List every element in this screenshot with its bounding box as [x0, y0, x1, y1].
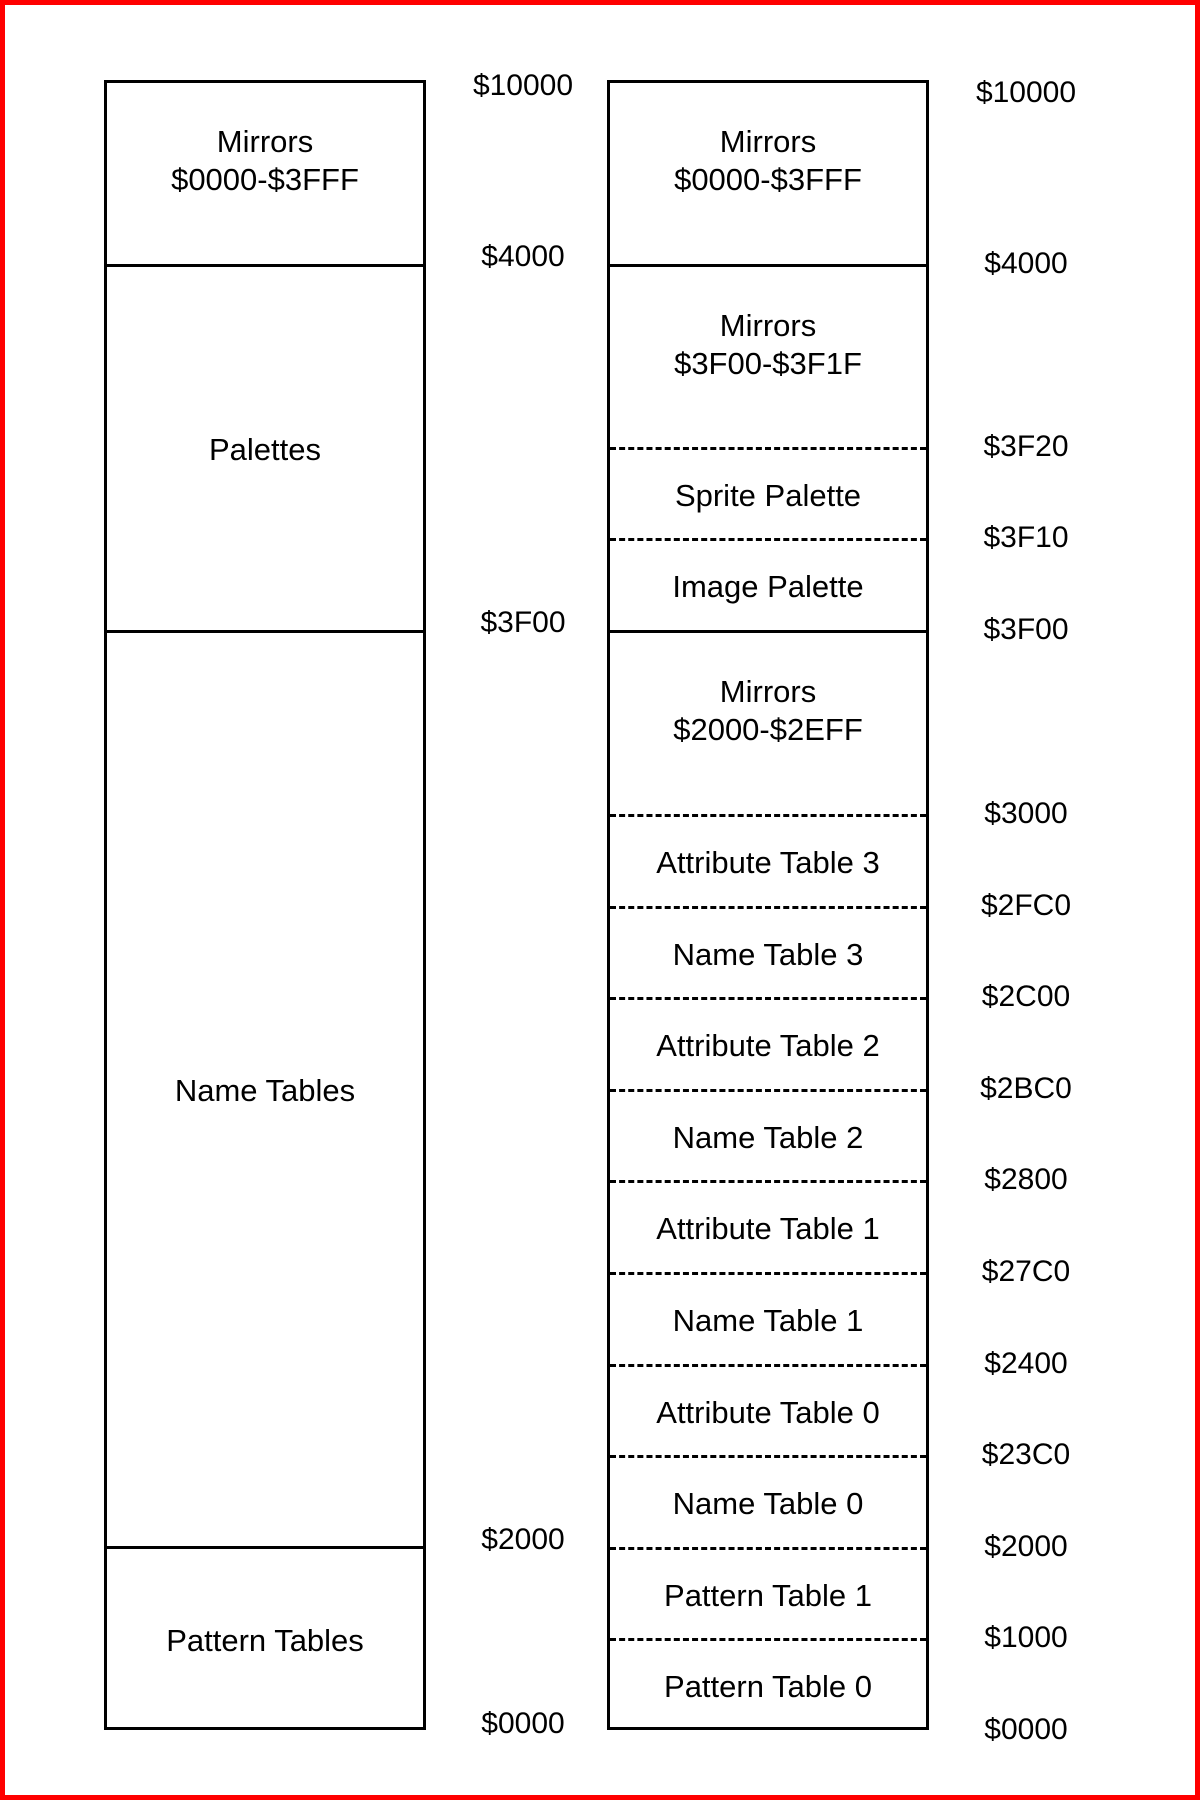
region-label: Name Table 0 — [672, 1486, 864, 1521]
right-address-label: $10000 — [975, 76, 1077, 109]
region-label: Name Table 1 — [672, 1303, 864, 1338]
right-region-7 — [610, 997, 926, 1092]
region-label: Mirrors $3F00-$3F1F — [674, 308, 862, 381]
region-label: Mirrors $2000-$2EFF — [673, 674, 863, 747]
region-label: Name Table 3 — [672, 936, 864, 972]
left-address-label: $0000 — [481, 1707, 565, 1740]
left-region-0 — [107, 83, 423, 267]
region-label: Pattern Tables — [166, 1623, 364, 1658]
right-region-3 — [610, 538, 926, 633]
left-region-2 — [107, 630, 423, 1549]
right-address-label: $3F00 — [983, 613, 1069, 646]
right-address-label: $23C0 — [981, 1438, 1071, 1471]
right-region-13 — [610, 1547, 926, 1641]
left-memory-column — [104, 80, 426, 1730]
right-region-4 — [610, 630, 926, 817]
right-address-label: $2FC0 — [980, 889, 1072, 922]
right-region-8 — [610, 1089, 926, 1183]
left-region-3 — [107, 1546, 423, 1733]
right-region-14 — [610, 1638, 926, 1733]
region-label: Attribute Table 3 — [656, 845, 880, 880]
left-region-1 — [107, 264, 423, 633]
right-region-5 — [610, 814, 926, 909]
right-address-label: $2400 — [984, 1347, 1068, 1380]
right-address-label: $1000 — [984, 1621, 1068, 1654]
right-address-label: $2C00 — [981, 980, 1071, 1013]
left-address-label: $2000 — [481, 1523, 565, 1556]
left-address-label: $4000 — [481, 240, 565, 273]
left-address-label: $10000 — [472, 69, 574, 102]
region-label: Name Tables — [174, 1073, 356, 1108]
right-address-label: $0000 — [984, 1713, 1068, 1746]
region-label: Mirrors $0000-$3FFF — [674, 124, 862, 197]
right-region-1 — [610, 264, 926, 450]
right-address-label: $2000 — [984, 1530, 1068, 1563]
right-region-11 — [610, 1364, 926, 1458]
region-label: Name Table 2 — [672, 1119, 864, 1155]
region-label: Attribute Table 0 — [656, 1394, 880, 1430]
right-address-label: $3000 — [984, 797, 1068, 830]
region-label: Pattern Table 1 — [664, 1577, 872, 1613]
region-label: Sprite Palette — [674, 477, 862, 513]
right-region-12 — [610, 1455, 926, 1550]
right-region-0 — [610, 83, 926, 267]
right-region-10 — [610, 1272, 926, 1367]
right-region-9 — [610, 1180, 926, 1275]
right-region-6 — [610, 906, 926, 1000]
right-region-2 — [610, 447, 926, 541]
right-address-label: $3F20 — [983, 430, 1069, 463]
right-address-label: $27C0 — [981, 1255, 1071, 1288]
right-address-label: $4000 — [984, 247, 1068, 280]
left-address-label: $3F00 — [480, 606, 566, 639]
right-address-label: $2800 — [984, 1163, 1068, 1196]
region-label: Mirrors $0000-$3FFF — [171, 124, 359, 197]
right-memory-column — [607, 80, 929, 1730]
region-label: Attribute Table 1 — [656, 1211, 880, 1246]
region-label: Attribute Table 2 — [656, 1028, 880, 1063]
right-address-label: $3F10 — [983, 521, 1069, 554]
region-label: Image Palette — [672, 569, 864, 604]
right-address-label: $2BC0 — [980, 1072, 1072, 1105]
region-label: Pattern Table 0 — [664, 1669, 872, 1704]
region-label: Palettes — [208, 432, 321, 467]
